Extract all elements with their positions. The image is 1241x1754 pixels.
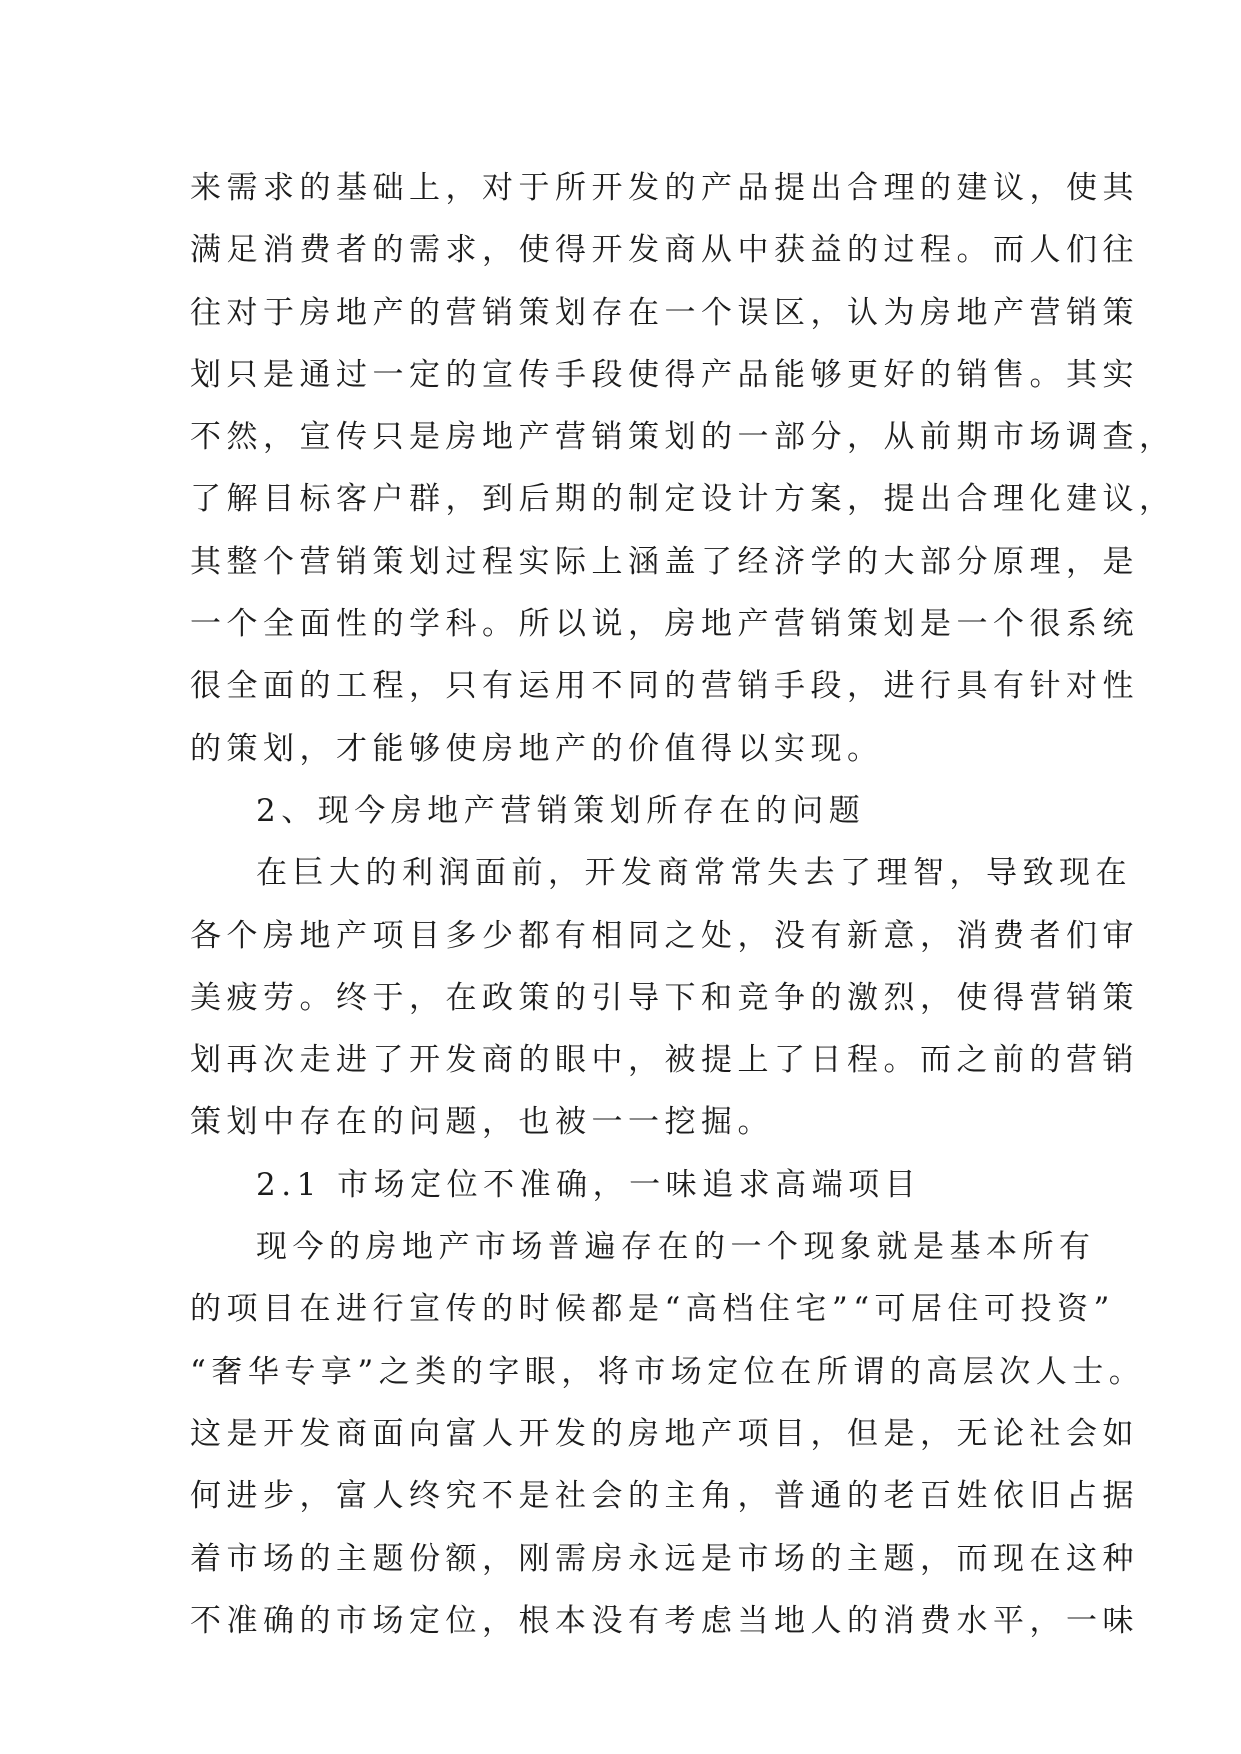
text-line: 来需求的基础上，对于所开发的产品提出合理的建议，使其 bbox=[190, 170, 1139, 206]
text-line: “奢华专享”之类的字眼，将市场定位在所谓的高层次人士。 bbox=[190, 1353, 1146, 1390]
body-text bbox=[190, 157, 1176, 1652]
text-line: 美疲劳。终于，在政策的引导下和竞争的激烈，使得营销策 bbox=[190, 979, 1139, 1016]
paragraph-first-line: 在巨大的利润面前，开发商常常失去了理智，导致现在 bbox=[256, 855, 1132, 892]
text-line: 往对于房地产的营销策划存在一个误区，认为房地产营销策 bbox=[190, 294, 1139, 331]
text-line: 一个全面性的学科。所以说，房地产营销策划是一个很系统 bbox=[190, 606, 1139, 643]
text-line: 的策划，才能够使房地产的价值得以实现。 bbox=[190, 730, 884, 767]
text-line: 很全面的工程，只有运用不同的营销手段，进行具有针对性 bbox=[190, 668, 1139, 705]
text-line: 了解目标客户群，到后期的制定设计方案，提出合理化建议， bbox=[190, 481, 1176, 518]
text-line: 其整个营销策划过程实际上涵盖了经济学的大部分原理，是 bbox=[190, 543, 1139, 580]
section-heading: 2、现今房地产营销策划所存在的问题 bbox=[256, 792, 866, 829]
paragraph-first-line: 现今的房地产市场普遍存在的一个现象就是基本所有 bbox=[256, 1229, 1096, 1266]
text-line: 不然，宣传只是房地产营销策划的一部分，从前期市场调查， bbox=[190, 419, 1176, 456]
text-line: 划再次走进了开发商的眼中，被提上了日程。而之前的营销 bbox=[190, 1042, 1139, 1079]
text-line: 各个房地产项目多少都有相同之处，没有新意，消费者们审 bbox=[190, 917, 1139, 954]
text-line: 着市场的主题份额，刚需房永远是市场的主题，而现在这种 bbox=[190, 1540, 1139, 1577]
text-line: 划只是通过一定的宣传手段使得产品能够更好的销售。其实 bbox=[190, 356, 1139, 393]
text-line: 这是开发商面向富人开发的房地产项目，但是，无论社会如 bbox=[190, 1415, 1139, 1452]
text-line: 不准确的市场定位，根本没有考虑当地人的消费水平，一味 bbox=[190, 1602, 1139, 1639]
text-line: 策划中存在的问题，也被一一挖掘。 bbox=[190, 1104, 774, 1141]
subsection-heading: 2.1 市场定位不准确，一味追求高端项目 bbox=[256, 1166, 922, 1203]
text-line: 的项目在进行宣传的时候都是“高档住宅”“可居住可投资” bbox=[190, 1291, 1115, 1328]
text-line: 何进步，富人终究不是社会的主角，普通的老百姓依旧占据 bbox=[190, 1478, 1139, 1515]
text-line: 满足消费者的需求，使得开发商从中获益的过程。而人们往 bbox=[190, 232, 1139, 269]
